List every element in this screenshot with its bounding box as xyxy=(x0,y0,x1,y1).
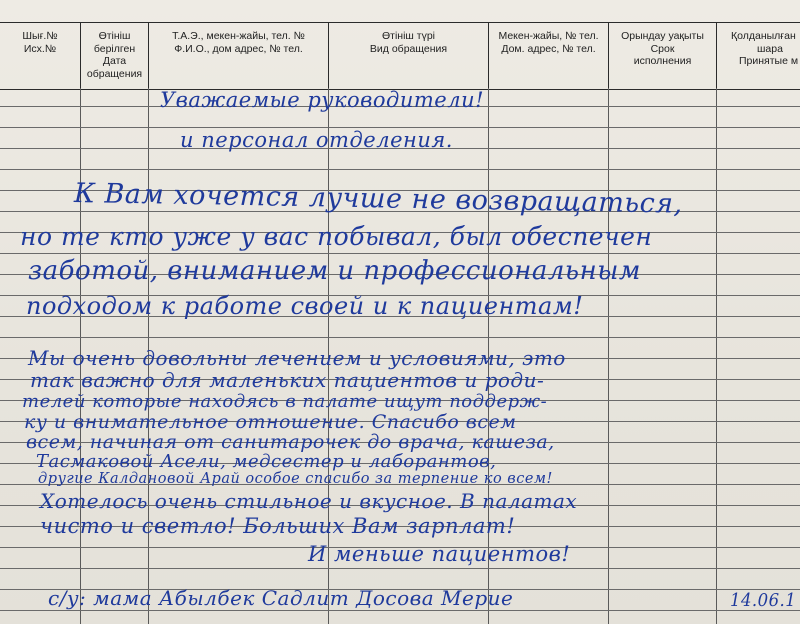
header-full-name xyxy=(148,23,328,89)
header-text: Шығ.№ xyxy=(22,30,58,42)
handwriting-line: И меньше пациентов! xyxy=(308,542,571,566)
handwriting-line: ку и внимательное отношение. Спасибо всем xyxy=(24,411,517,433)
row-rule xyxy=(0,568,800,569)
header-text: исполнения xyxy=(633,55,692,67)
header-request-type xyxy=(328,23,488,89)
handwriting-line: но те кто уже у вас побывал, был обеспечен xyxy=(20,222,653,251)
handwriting-line: заботой, вниманием и профессиональным xyxy=(28,256,641,286)
handwriting-line: телей которые находясь в палате ищут поддерж- xyxy=(22,391,548,412)
header-address xyxy=(488,23,608,89)
header-text: Вид обращения xyxy=(369,42,448,55)
row-rule xyxy=(0,337,800,338)
handwriting-line: Мы очень довольны лечением и условиями, это xyxy=(28,346,566,370)
header-text: Мекен-жайы, № тел. xyxy=(498,30,599,42)
header-text: берілген xyxy=(93,42,136,55)
handwriting-line: Тасмаковой Асели, медсестер и лаборантов, xyxy=(36,451,497,472)
header-text: шара xyxy=(757,42,783,55)
header-text: Өтініш түрі xyxy=(381,30,435,42)
row-rule xyxy=(0,169,800,170)
handwriting-date: 14.06.1 xyxy=(730,590,797,611)
header-text: Орындау уақыты xyxy=(621,30,704,42)
header-text: обращения xyxy=(86,67,143,80)
header-text: Ф.И.О., дом адрес, № тел. xyxy=(174,42,303,55)
header-measures xyxy=(716,23,800,89)
header-text: Принятые м xyxy=(739,55,799,67)
header-text: Исх.№ xyxy=(23,42,57,55)
handwriting-line: и персонал отделения. xyxy=(180,128,453,152)
header-text: Дата xyxy=(102,55,127,67)
handwriting-line: другие Калдановой Арай особое спасибо за терпение ко всем! xyxy=(38,471,553,487)
header-text: Срок xyxy=(650,42,675,55)
table-header xyxy=(0,22,800,90)
handwriting-line: Хотелось очень стильное и вкусное. В палатах xyxy=(40,489,578,513)
header-text: Өтініш xyxy=(98,30,131,42)
handwriting-line: чисто и светло! Больших Вам зарплат! xyxy=(40,514,516,538)
handwriting-line: всем, начиная от санитарочек до врача, кашеза, xyxy=(26,431,555,453)
handwriting-signature-line: с/у: мама Абылбек Садлит Досова Мерие xyxy=(48,586,514,610)
header-deadline xyxy=(608,23,716,89)
handwriting-line: так важно для маленьких пациентов и роди- xyxy=(30,368,545,392)
handwriting-line: подходом к работе своей и к пациентам! xyxy=(26,292,584,320)
header-text: Қолданылған xyxy=(731,30,796,42)
handwriting-line: Уважаемые руководители! xyxy=(160,88,485,112)
row-rule xyxy=(0,610,800,611)
header-text: Дом. адрес, № тел. xyxy=(501,42,596,55)
handwriting-line: К Вам хочется лучше не возвращаться, xyxy=(73,178,683,220)
header-outgoing-number xyxy=(0,23,80,89)
header-request-date xyxy=(80,23,148,89)
row-rule xyxy=(0,253,800,254)
header-text: Т.А.Э., мекен-жайы, тел. № xyxy=(172,30,305,42)
